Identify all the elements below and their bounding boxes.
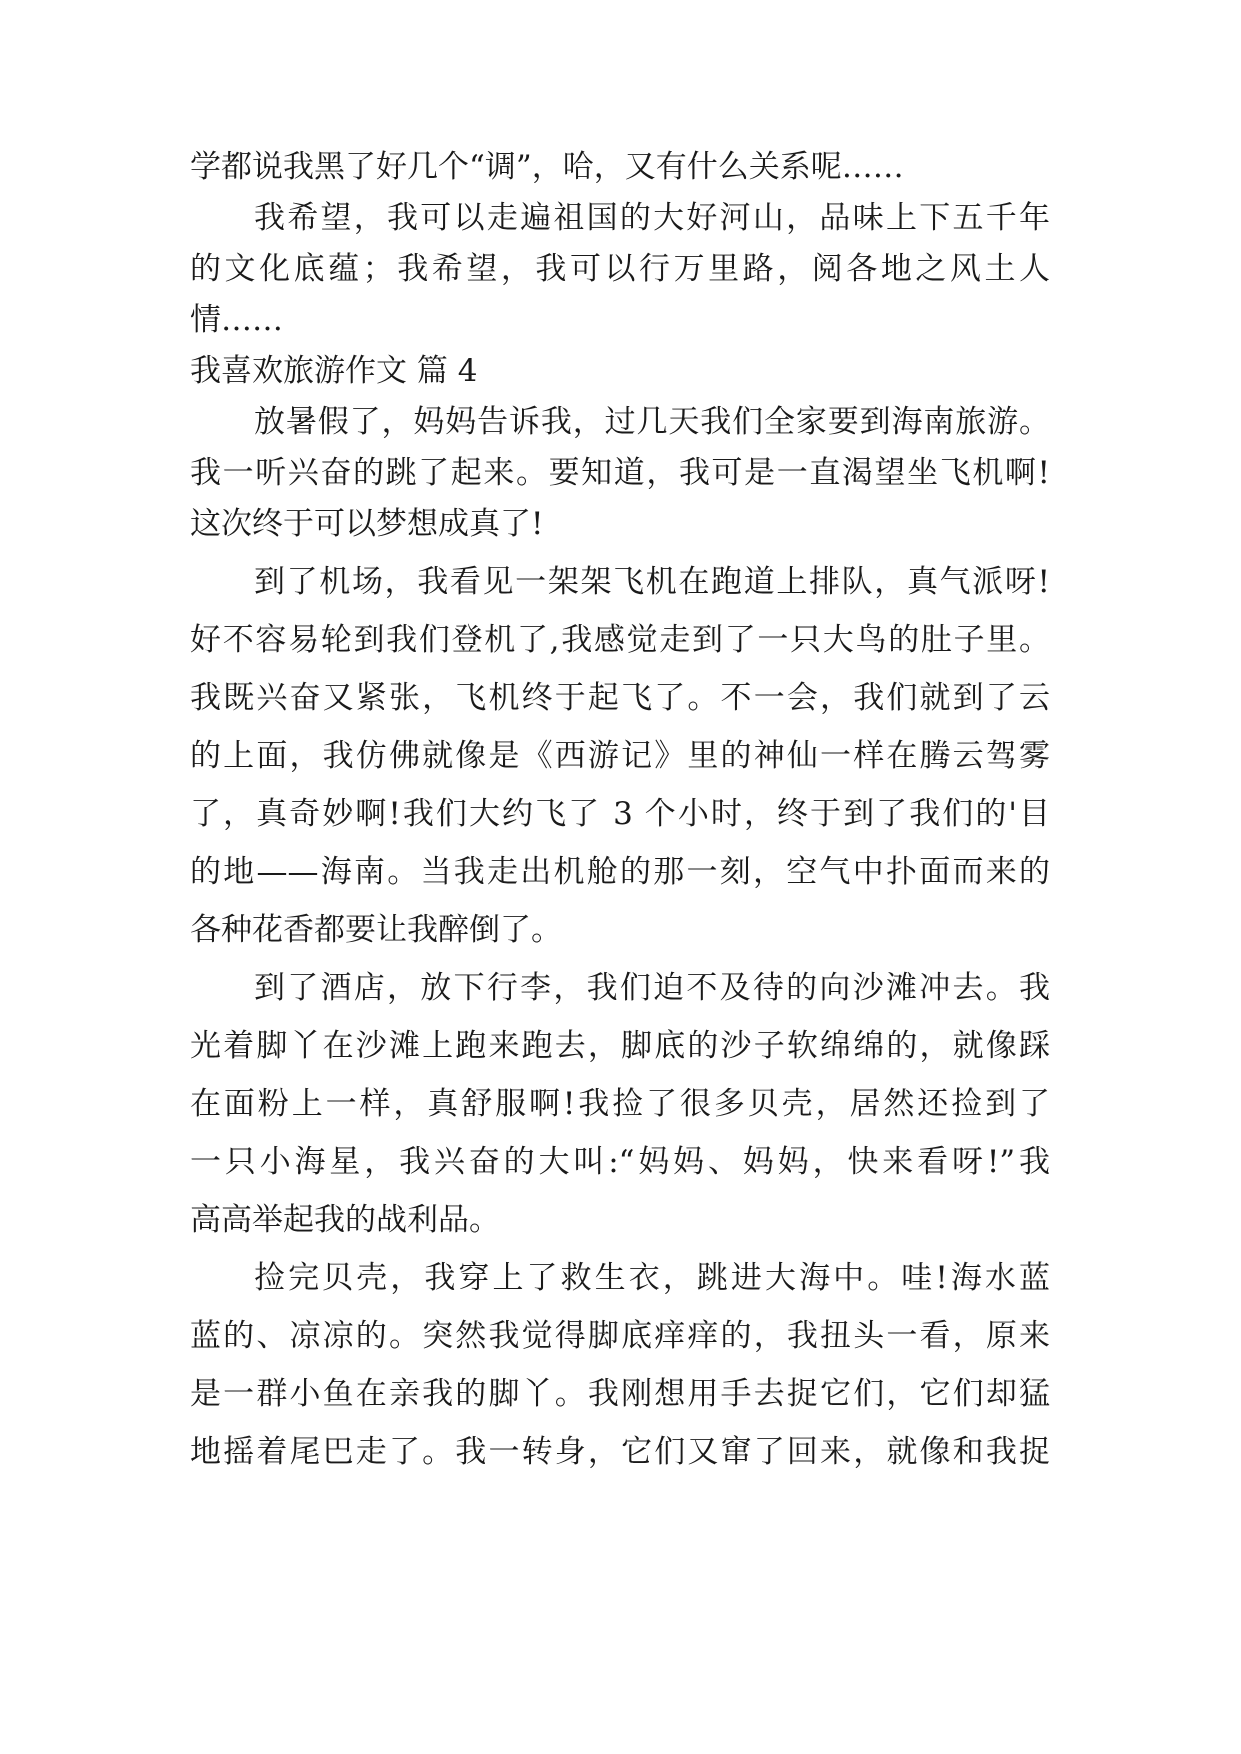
text-line: 我一听兴奋的跳了起来。要知道，我可是一直渴望坐飞机啊! xyxy=(190,455,1050,491)
text-line: 一只小海星，我兴奋的大叫:“妈妈、妈妈，快来看呀!”我 xyxy=(190,1144,1050,1180)
text-line: 这次终于可以梦想成真了! xyxy=(190,506,544,542)
text-line: 是一群小鱼在亲我的脚丫。我刚想用手去捉它们，它们却猛 xyxy=(190,1376,1050,1412)
text-line: 捡完贝壳，我穿上了救生衣，跳进大海中。哇!海水蓝 xyxy=(254,1260,1050,1296)
text-line: 的文化底蕴；我希望，我可以行万里路，阅各地之风土人 xyxy=(190,251,1050,287)
text-line: 光着脚丫在沙滩上跑来跑去，脚底的沙子软绵绵的，就像踩 xyxy=(190,1028,1050,1064)
text-line: 在面粉上一样，真舒服啊!我捡了很多贝壳，居然还捡到了 xyxy=(190,1086,1050,1122)
text-line: 到了机场，我看见一架架飞机在跑道上排队，真气派呀! xyxy=(254,564,1050,600)
text-line: 情…… xyxy=(190,302,283,338)
section-title: 我喜欢旅游作文 篇 4 xyxy=(190,353,478,389)
text-line: 的地——海南。当我走出机舱的那一刻，空气中扑面而来的 xyxy=(190,854,1050,890)
text-line: 好不容易轮到我们登机了,我感觉走到了一只大鸟的肚子里。 xyxy=(190,622,1050,658)
text-line: 到了酒店，放下行李，我们迫不及待的向沙滩冲去。我 xyxy=(254,970,1050,1006)
text-line: 了，真奇妙啊!我们大约飞了 3 个小时，终于到了我们的'目 xyxy=(190,796,1050,832)
text-line: 蓝的、凉凉的。突然我觉得脚底痒痒的，我扭头一看，原来 xyxy=(190,1318,1050,1354)
text-line: 的上面，我仿佛就像是《西游记》里的神仙一样在腾云驾雾 xyxy=(190,738,1050,774)
text-line: 我希望，我可以走遍祖国的大好河山，品味上下五千年 xyxy=(254,200,1050,236)
text-line: 放暑假了，妈妈告诉我，过几天我们全家要到海南旅游。 xyxy=(254,404,1050,440)
text-line: 学都说我黑了好几个“调”，哈，又有什么关系呢…… xyxy=(190,149,904,185)
text-line: 我既兴奋又紧张，飞机终于起飞了。不一会，我们就到了云 xyxy=(190,680,1050,716)
text-line: 地摇着尾巴走了。我一转身，它们又窜了回来，就像和我捉 xyxy=(190,1434,1050,1470)
text-line: 各种花香都要让我醉倒了。 xyxy=(190,912,562,948)
text-line: 高高举起我的战利品。 xyxy=(190,1202,500,1238)
